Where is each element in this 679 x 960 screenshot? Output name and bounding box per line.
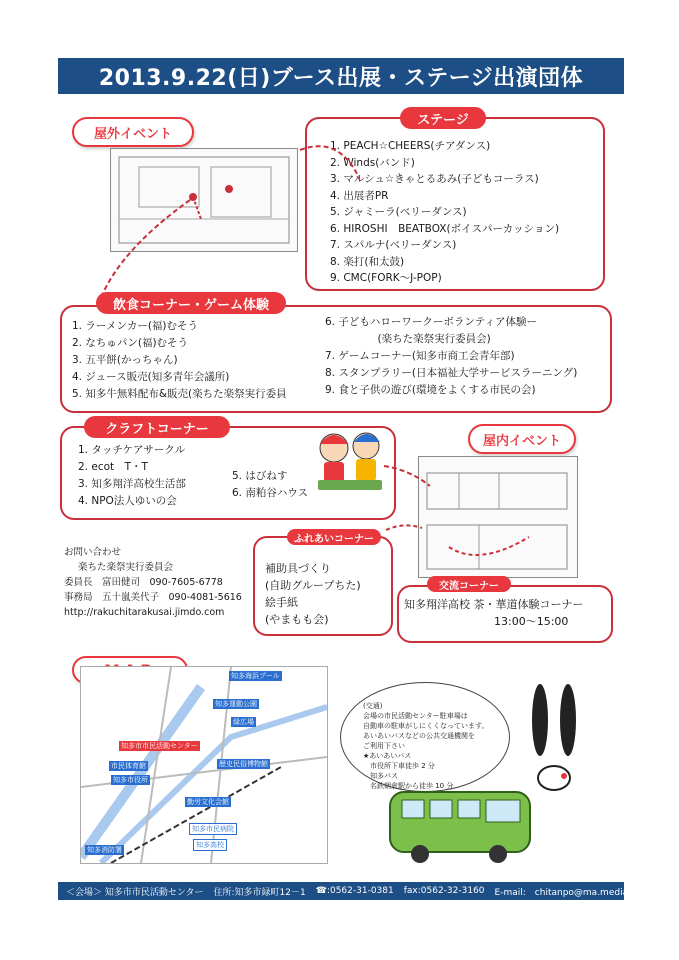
contact-chair: 委員長 富田健司 090-7605-6778 <box>64 577 223 588</box>
food-item: 4. ジュース販売(知多青年会議所) <box>72 371 230 383</box>
stage-item: 9. CMC(FORK～J-POP) <box>330 272 442 284</box>
footer-venue: ＜会場＞ 知多市市民活動センター <box>66 887 204 898</box>
indoor-event-label: 屋内イベント <box>468 424 576 454</box>
access-line: 知多バス <box>363 772 398 780</box>
food-item: 2. なちゅパン(福)むそう <box>72 337 189 349</box>
fureai-item: (やまもも会) <box>265 613 329 626</box>
bus-illustration <box>380 780 540 870</box>
map-label-highschool: 知多高校 <box>193 839 227 851</box>
stage-item: 8. 楽打(和太鼓) <box>330 255 405 268</box>
access-bubble <box>340 682 510 792</box>
footer-email[interactable]: E-mail: chitanpo@ma.medias.ne.jp <box>494 887 658 898</box>
food-label: 飲食コーナー・ゲーム体験 <box>96 292 286 314</box>
food-item: 3. 五平餅(かっちゃん) <box>72 354 178 366</box>
food-item: 9. 食と子供の遊び(環境をよくする市民の会) <box>325 384 536 396</box>
food-item: 8. スタンプラリー(日本福祉大学サービスラーニング) <box>325 367 578 379</box>
footer-fax: fax:0562-32-3160 <box>403 886 485 896</box>
area-map <box>80 666 328 864</box>
food-item: (楽ちた楽祭実行委員会) <box>325 333 491 345</box>
contact-org: 楽ちた楽祭実行委員会 <box>78 562 174 573</box>
contact-office: 事務局 五十嵐美代子 090-4081-5616 <box>64 592 242 603</box>
access-line: 会場の市民活動センター駐車場は <box>363 712 468 720</box>
rabbit-illustration <box>520 680 590 800</box>
access-heading: (交通) <box>363 702 383 710</box>
stage-item: 5. ジャミーラ(ベリーダンス) <box>330 206 467 218</box>
footer-bar <box>58 882 658 900</box>
access-line: ★あいあいバス <box>363 752 412 760</box>
food-item: 1. ラーメンカー(福)むそう <box>72 320 199 332</box>
access-line: あいあいバスなどの公共交通機関を <box>363 732 475 740</box>
koryu-line2: 13:00～15:00 <box>494 615 569 628</box>
craft-item: 5. はびねす <box>232 470 288 482</box>
craft-label: クラフトコーナー <box>84 416 230 438</box>
stage-item: 3. マルシュ☆きゃとるあみ(子どもコーラス) <box>330 173 539 185</box>
food-left-list <box>72 318 287 403</box>
dashed-connector-fureai <box>384 520 424 540</box>
craft-item: 2. ecot T・T <box>78 461 148 473</box>
stage-item: 2. Winds(バンド) <box>330 156 415 169</box>
stage-list <box>330 138 559 287</box>
koryu-line1: 知多翔洋高校 茶・華道体験コーナー <box>404 598 584 611</box>
footer-address: 住所:知多市緑町12－1 <box>213 887 306 898</box>
fureai-item: (自助グループちた) <box>265 579 361 592</box>
map-label-park: 知多運動公園 <box>215 700 257 708</box>
craft-item: 1. タッチケアサークル <box>78 444 186 456</box>
access-line: 自動車の駐車がしにくくなっています。 <box>363 722 489 730</box>
fureai-item: 絵手紙 <box>265 596 298 609</box>
map-label-pool: 知多海浜プール <box>231 672 280 680</box>
craft-item: 3. 知多翔洋高校生活部 <box>78 478 186 490</box>
food-item: 5. 知多牛無料配布&販売(楽ちた楽祭実行委員 <box>72 388 287 400</box>
indoor-map-drawing <box>419 457 577 577</box>
food-item: 7. ゲームコーナー(知多市商工会青年部) <box>325 350 515 362</box>
fureai-item: 補助具づくり <box>265 562 331 575</box>
craft-right-list <box>232 468 308 502</box>
access-line: ご利用下さい <box>363 742 405 750</box>
stage-item: 1. PEACH☆CHEERS(チアダンス) <box>330 140 491 152</box>
fureai-label: ふれあいコーナー <box>287 529 381 545</box>
access-line: 名鉄朝倉駅から徒歩 10 分 <box>363 782 454 790</box>
food-item: 6. 子どもハローワークーボランティア体験ー <box>325 316 538 328</box>
contact-block <box>64 545 242 620</box>
stage-item: 6. HIROSHI BEATBOX(ボイスパーカッション) <box>330 222 560 235</box>
map-label-venue: 知多市市民活動センター <box>121 742 198 750</box>
footer-tel: ☎:0562-31-0381 <box>315 886 394 896</box>
stage-label: ステージ <box>400 107 486 129</box>
outdoor-event-label: 屋外イベント <box>72 117 194 147</box>
food-right-list <box>325 314 577 399</box>
kids-illustration <box>310 424 390 496</box>
indoor-floor-map <box>418 456 578 578</box>
koryu-label: 交流コーナー <box>427 576 511 592</box>
map-label-gym: 市民体育館 <box>111 762 146 770</box>
map-label-cityhall: 知多市役所 <box>113 776 148 784</box>
craft-left-list <box>78 442 186 510</box>
craft-item: 6. 南粕谷ハウス <box>232 487 309 499</box>
map-label-culture: 勤労文化会館 <box>187 798 229 806</box>
access-line: 市役所下車徒歩 2 分 <box>363 762 435 770</box>
stage-item: 7. スパルナ(ベリーダンス) <box>330 239 457 251</box>
contact-heading: お問い合わせ <box>64 547 122 558</box>
page-title: 2013.9.22(日)ブース出展・ステージ出演団体 <box>58 58 624 94</box>
fureai-list <box>265 560 361 628</box>
map-label-hospital: 知多市民病院 <box>189 823 237 835</box>
map-label-firestation: 知多消防署 <box>87 846 122 854</box>
map-label-green: 緑広場 <box>233 718 254 726</box>
dashed-connector-top <box>60 140 360 310</box>
stage-item: 4. 出展者PR <box>330 189 389 202</box>
craft-item: 4. NPO法人ゆいの会 <box>78 495 177 507</box>
contact-url[interactable]: http://rakuchitarakusai.jimdo.com <box>64 607 225 618</box>
map-label-museum: 歴史民俗博物館 <box>219 760 268 768</box>
